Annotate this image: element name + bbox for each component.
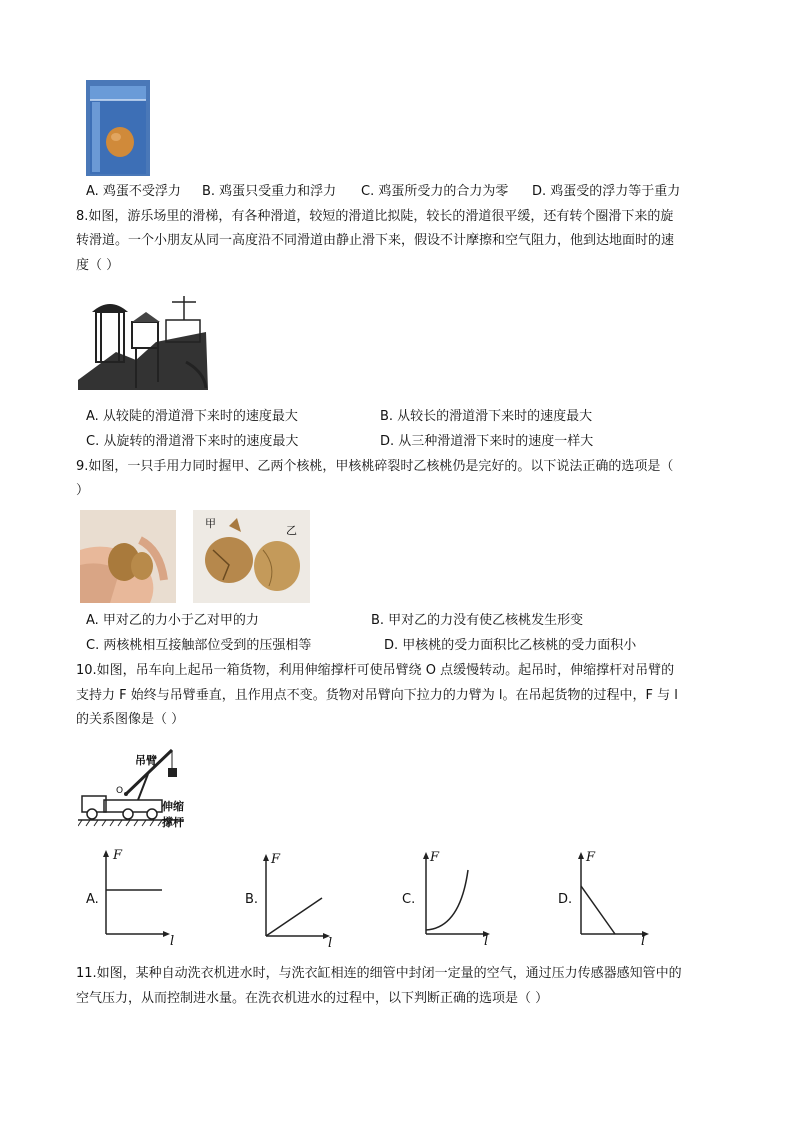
q9-option-c[interactable]: C. 两核桃相互接触部位受到的压强相等 (86, 638, 312, 653)
q9-option-b[interactable]: B. 甲对乙的力没有使乙核桃发生形变 (371, 613, 584, 628)
q8-option-a[interactable]: A. 从较陡的滑道滑下来时的速度最大 (86, 409, 298, 424)
graph-d[interactable] (575, 850, 650, 950)
q11-stem-line-1: 11.如图，某种自动洗衣机进水时，与洗衣缸相连的细管中封闭一定量的空气，通过压力传感器感知管中的 (76, 966, 682, 981)
graph-c[interactable] (420, 850, 490, 950)
q8-stem-line-3: 度（ ） (76, 258, 120, 273)
graph-c-x-label: l (484, 934, 489, 949)
graph-b[interactable] (260, 852, 333, 952)
graph-b-y-label: F (271, 852, 281, 867)
q10-stem-line-2: 支持力 F 始终与吊臂垂直，且作用点不变。货物对吊臂向下拉力的力臂为 l。在吊起货物的过程中，F 与 l (76, 688, 678, 703)
crane-o-label: O (116, 786, 124, 796)
q7-option-b[interactable]: B. 鸡蛋只受重力和浮力 (202, 184, 337, 199)
graph-d-y-label: F (586, 850, 596, 865)
q11-stem-line-2: 空气压力，从而控制进水量。在洗衣机进水的过程中，以下判断正确的选项是（ ） (76, 991, 549, 1006)
graph-c-letter[interactable]: C. (402, 892, 416, 907)
q8-option-c[interactable]: C. 从旋转的滑道滑下来时的速度最大 (86, 434, 299, 449)
q8-stem-line-2: 转滑道。一个小朋友从同一高度沿不同滑道由静止滑下来，假设不计摩擦和空气阻力，他到达地面时的速 (76, 233, 675, 248)
crane-arm-label: 吊臂 (135, 754, 157, 767)
egg-beaker-figure (86, 80, 150, 176)
q7-option-c[interactable]: C. 鸡蛋所受力的合力为零 (361, 184, 509, 199)
q10-stem-line-3: 的关系图像是（ ） (76, 712, 185, 727)
q9-stem-line-1: 9.如图，一只手用力同时握甲、乙两个核桃，甲核桃碎裂时乙核桃仍是完好的。以下说法正确的选项是（ (76, 459, 674, 474)
q9-option-d[interactable]: D. 甲核桃的受力面积比乙核桃的受力面积小 (384, 638, 637, 653)
graph-d-letter[interactable]: D. (558, 892, 573, 907)
walnut-jia-label: 甲 (205, 517, 216, 530)
graph-a-letter[interactable]: A. (86, 892, 99, 907)
q8-stem-line-1: 8.如图，游乐场里的滑梯，有各种滑道，较短的滑道比拟陡，较长的滑道很平缓，还有转个圈滑下来的旋 (76, 209, 674, 224)
crane-figure (78, 738, 184, 828)
slide-figure (76, 292, 210, 394)
walnut-yi-label: 乙 (286, 524, 297, 537)
graph-a-y-label: F (113, 848, 123, 863)
q7-option-d[interactable]: D. 鸡蛋受的浮力等于重力 (532, 184, 681, 199)
walnuts-figure (193, 510, 310, 603)
hand-walnuts-figure (80, 510, 176, 603)
q8-option-d[interactable]: D. 从三种滑道滑下来时的速度一样大 (380, 434, 594, 449)
graph-b-letter[interactable]: B. (245, 892, 259, 907)
q9-option-a[interactable]: A. 甲对乙的力小于乙对甲的力 (86, 613, 259, 628)
graph-a[interactable] (100, 848, 175, 949)
graph-b-x-label: l (328, 936, 333, 951)
crane-strut-label: 伸缩撑杆 (162, 800, 184, 829)
q9-stem-line-2: ） (76, 483, 90, 498)
q8-option-b[interactable]: B. 从较长的滑道滑下来时的速度最大 (380, 409, 593, 424)
graph-a-x-label: l (170, 934, 175, 949)
graph-d-x-label: l (641, 934, 646, 949)
q7-option-a[interactable]: A. 鸡蛋不受浮力 (86, 184, 181, 199)
graph-c-y-label: F (430, 850, 440, 865)
q10-stem-line-1: 10.如图，吊车向上起吊一箱货物，利用伸缩撑杆可使吊臂绕 O 点缓慢转动。起吊时，伸缩撑杆对吊臂的 (76, 663, 675, 678)
